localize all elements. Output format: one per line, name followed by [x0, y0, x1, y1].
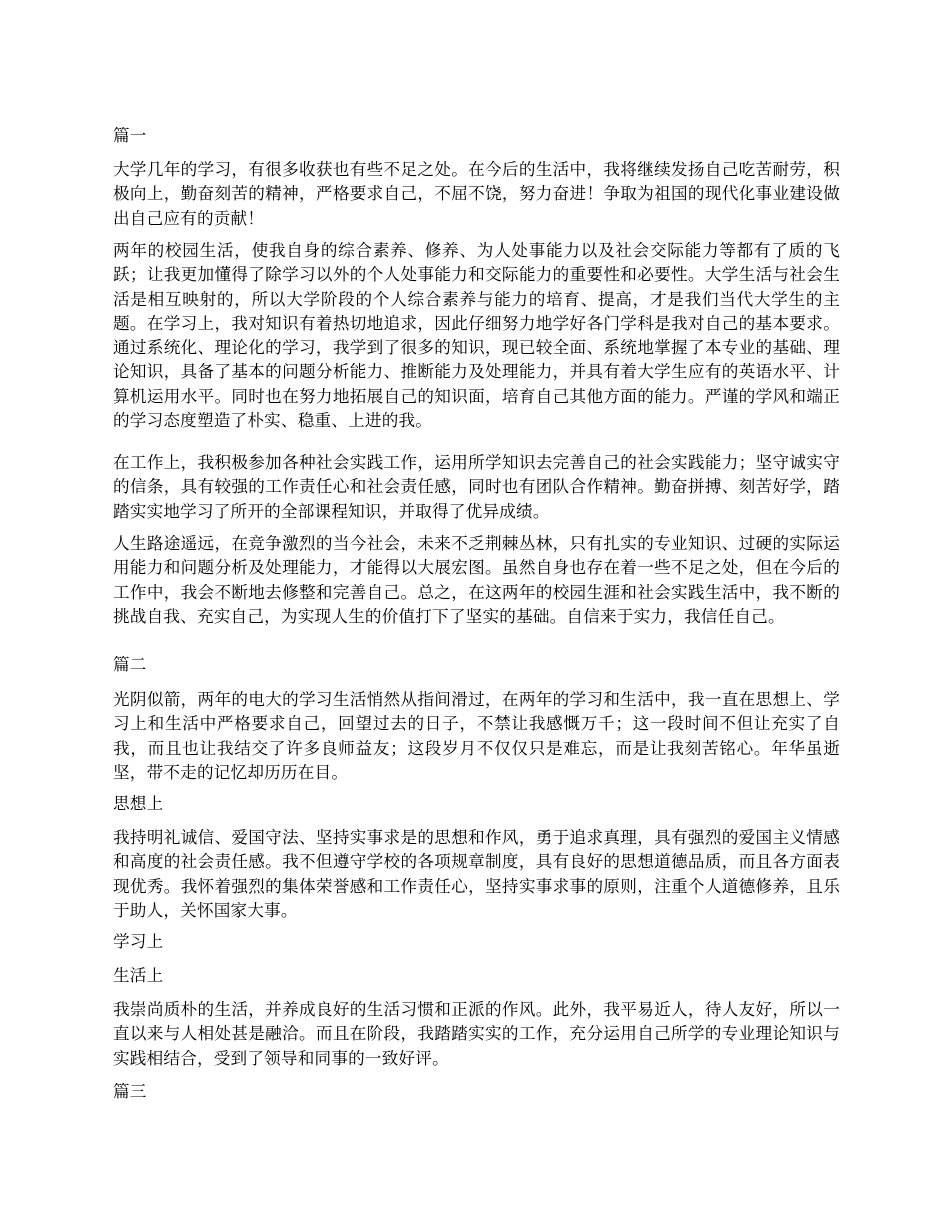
paragraph: 我持明礼诚信、爱国守法、坚持实事求是的思想和作风，勇于追求真理，具有强烈的爱国主义情感和高度的社会责任感。我不但遵守学校的各项规章制度，具有良好的思想道德品质，而且各方面表现优秀。我怀着强烈的集体荣誉感和工作责任心，坚持实事求事的原则，注重个人道德修养，且乐于助人，关怀国家大事。 [113, 828, 840, 920]
paragraph: 光阴似箭，两年的电大的学习生活悄然从指间滑过，在两年的学习和生活中，我一直在思想上、学习上和生活中严格要求自己，回望过去的日子，不禁让我感慨万千；这一段时间不但让充实了自我，而且也让我结交了许多良师益友；这段岁月不仅仅只是难忘，而是让我刻苦铭心。年华虽逝坚，带不走的记忆却历历在目。 [113, 690, 840, 782]
paragraph: 我崇尚质朴的生活，并养成良好的生活习惯和正派的作风。此外，我平易近人，待人友好，所以一直以来与人相处甚是融洽。而且在阶段，我踏踏实实的工作，充分运用自己所学的专业理论知识与实践相结合，受到了领导和同事的一致好评。 [113, 1000, 840, 1068]
subsection-heading: 思想上 [113, 794, 164, 813]
section-heading: 篇一 [113, 126, 147, 145]
paragraph: 人生路途遥远，在竞争激烈的当今社会，未来不乏荆棘丛林，只有扎实的专业知识、过硬的实际运用能力和问题分析及处理能力，才能得以大展宏图。虽然自身也存在着一些不足之处，但在今后的工作中，我会不断地去修整和完善自己。总之，在这两年的校园生涯和社会实践生活中，我不断的挑战自我、充实自己，为实现人生的价值打下了坚实的基础。自信来于实力，我信任自己。 [113, 534, 840, 626]
subsection-heading: 生活上 [113, 966, 164, 985]
paragraph: 在工作上，我积极参加各种社会实践工作，运用所学知识去完善自己的社会实践能力；坚守诚实守的信条，具有较强的工作责任心和社会责任感，同时也有团队合作精神。勤奋拼搏、刻苦好学，踏踏实实地学习了所开的全部课程知识，并取得了优异成绩。 [113, 453, 840, 521]
subsection-heading: 学习上 [113, 932, 164, 951]
paragraph: 两年的校园生活，使我自身的综合素养、修养、为人处事能力以及社会交际能力等都有了质的飞跃；让我更加懂得了除学习以外的个人处事能力和交际能力的重要性和必要性。大学生活与社会生活是相互映射的，所以大学阶段的个人综合素养与能力的培育、提高，才是我们当代大学生的主题。在学习上，我对知识有着热切地追求，因此仔细努力地学好各门学科是我对自己的基本要求。通过系统化、理论化的学习，我学到了很多的知识，现已较全面、系统地掌握了本专业的基础、理论知识，具备了基本的问题分析能力、推断能力及处理能力，并具有着大学生应有的英语水平、计算机运用水平。同时也在努力地拓展自己的知识面，培育自己其他方面的能力。严谨的学风和端正的学习态度塑造了朴实、稳重、上进的我。 [113, 241, 840, 431]
section-heading: 篇二 [113, 655, 147, 674]
section-heading: 篇三 [113, 1082, 147, 1101]
paragraph: 大学几年的学习，有很多收获也有些不足之处。在今后的生活中，我将继续发扬自己吃苦耐劳，积极向上，勤奋刻苦的精神，严格要求自己，不屈不饶，努力奋进！争取为祖国的现代化事业建设做出自己应有的贡献！ [113, 160, 840, 228]
